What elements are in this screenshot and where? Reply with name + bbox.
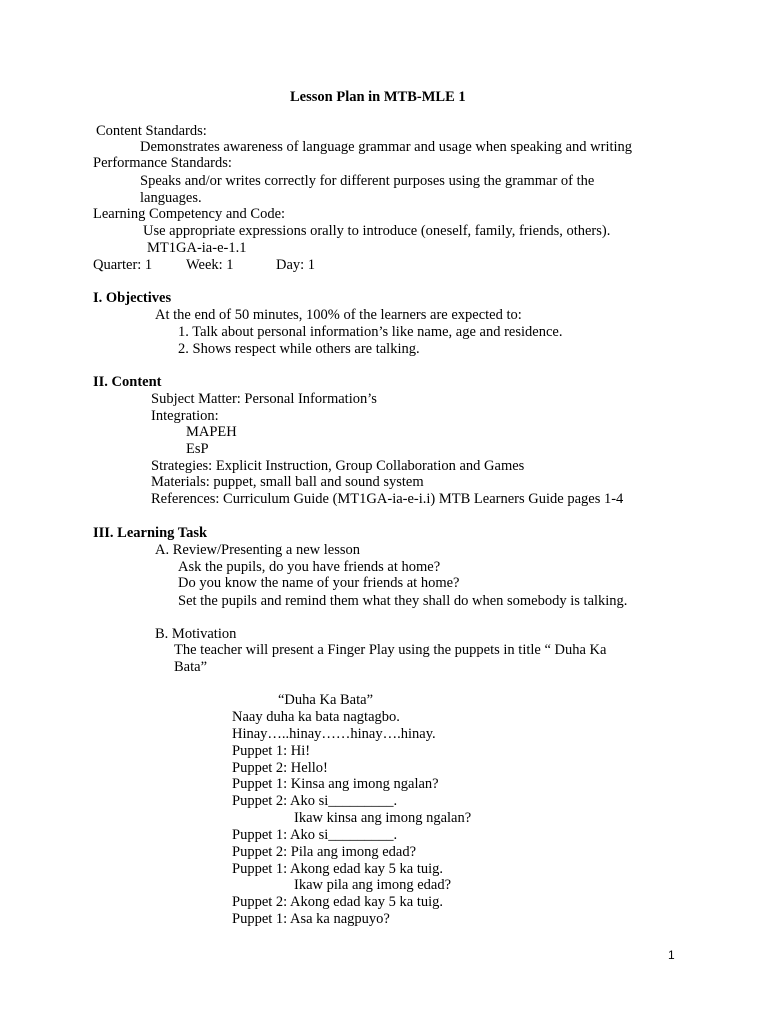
page-number: 1	[668, 948, 675, 962]
motivation-text: Bata”	[174, 659, 208, 675]
content-standards-text: Demonstrates awareness of language grammar and usage when speaking and writing	[140, 139, 633, 155]
integration-label: Integration:	[151, 408, 219, 424]
poem-line: Puppet 2: Akong edad kay 5 ka tuig.	[232, 894, 444, 910]
review-line: Ask the pupils, do you have friends at home?	[178, 559, 441, 575]
review-line: Do you know the name of your friends at home?	[178, 575, 460, 591]
objectives-intro: At the end of 50 minutes, 100% of the learners are expected to:	[155, 307, 522, 323]
motivation-text: The teacher will present a Finger Play using the puppets in title “ Duha Ka	[174, 642, 607, 658]
poem-line: Puppet 2: Ako si_________.	[232, 793, 398, 809]
page-title: Lesson Plan in MTB-MLE 1	[290, 89, 466, 105]
content-standards-heading: Content Standards:	[96, 123, 207, 139]
learning-task-heading: III. Learning Task	[93, 525, 208, 541]
poem-line: Naay duha ka bata nagtagbo.	[232, 709, 400, 725]
poem-line: Puppet 1: Hi!	[232, 743, 311, 759]
materials: Materials: puppet, small ball and sound system	[151, 474, 424, 490]
objective-item: 1. Talk about personal information’s like name, age and residence.	[178, 324, 563, 340]
poem-line: Ikaw kinsa ang imong ngalan?	[294, 810, 472, 826]
performance-standards-heading: Performance Standards:	[93, 155, 232, 171]
subject-matter: Subject Matter: Personal Information’s	[151, 391, 377, 407]
poem-line: Puppet 1: Kinsa ang imong ngalan?	[232, 776, 439, 792]
integration-subject: MAPEH	[186, 424, 237, 440]
poem-line: Hinay…..hinay……hinay….hinay.	[232, 726, 436, 742]
quarter-label: Quarter: 1	[93, 257, 153, 273]
week-label: Week: 1	[186, 257, 234, 273]
poem-line: Puppet 1: Akong edad kay 5 ka tuig.	[232, 861, 444, 877]
objectives-heading: I. Objectives	[93, 290, 172, 306]
poem-line: Puppet 1: Asa ka nagpuyo?	[232, 911, 390, 927]
objective-item: 2. Shows respect while others are talking.	[178, 341, 420, 357]
poem-line: Puppet 1: Ako si_________.	[232, 827, 398, 843]
performance-standards-text: Speaks and/or writes correctly for different purposes using the grammar of the	[140, 173, 595, 189]
day-label: Day: 1	[276, 257, 316, 273]
poem-line: Ikaw pila ang imong edad?	[294, 877, 452, 893]
strategies: Strategies: Explicit Instruction, Group Collaboration and Games	[151, 458, 525, 474]
review-label: A. Review/Presenting a new lesson	[155, 542, 360, 558]
poem-title: “Duha Ka Bata”	[278, 692, 374, 708]
poem-line: Puppet 2: Pila ang imong edad?	[232, 844, 417, 860]
references: References: Curriculum Guide (MT1GA-ia-e-i.i) MTB Learners Guide pages 1-4	[151, 491, 624, 507]
competency-heading: Learning Competency and Code:	[93, 206, 286, 222]
integration-subject: EsP	[186, 441, 209, 457]
content-heading: II. Content	[93, 374, 162, 390]
performance-standards-text: languages.	[140, 190, 202, 206]
competency-text: Use appropriate expressions orally to introduce (oneself, family, friends, others).	[143, 223, 611, 239]
motivation-label: B. Motivation	[155, 626, 237, 642]
review-line: Set the pupils and remind them what they shall do when somebody is talking.	[178, 593, 628, 609]
poem-line: Puppet 2: Hello!	[232, 760, 328, 776]
competency-code: MT1GA-ia-e-1.1	[147, 240, 247, 256]
